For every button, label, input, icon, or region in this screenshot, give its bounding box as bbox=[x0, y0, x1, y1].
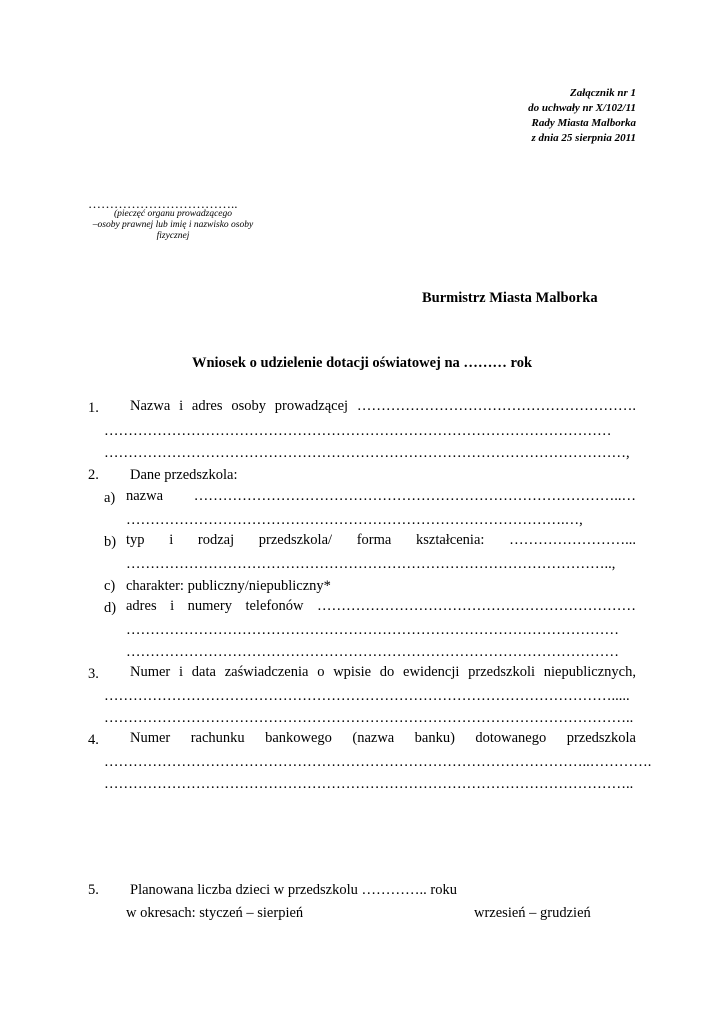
word: kształcenia: bbox=[415, 532, 485, 548]
word: o bbox=[317, 664, 325, 680]
word: Numer bbox=[130, 730, 171, 746]
word: osoby bbox=[231, 398, 266, 414]
word: niepublicznych, bbox=[543, 664, 636, 680]
word: prowadzącej bbox=[274, 398, 349, 414]
item-2b-label: b) bbox=[104, 534, 117, 550]
stamp-caption-3: fizycznej bbox=[156, 231, 190, 241]
word: i bbox=[170, 598, 175, 614]
item-2c-label: c) bbox=[104, 578, 116, 594]
item-1-line-3: ………………………………………………………………………………………………, bbox=[104, 445, 630, 461]
item-1-line-2: …………………………………………………………………………………………… bbox=[104, 423, 612, 439]
item-2-heading: Dane przedszkola: bbox=[130, 467, 238, 483]
item-2b-line-1 bbox=[126, 532, 636, 549]
word: ewidencji bbox=[403, 664, 460, 680]
item-4-number: 4. bbox=[88, 732, 99, 748]
item-2d-label: d) bbox=[104, 600, 117, 616]
item-3-line-2: ……………………………………………………………………………………………..... bbox=[104, 688, 630, 704]
word: przedszkoli bbox=[468, 664, 536, 680]
item-4-line-3: ……………………………………………………………………………………………….. bbox=[104, 776, 634, 792]
item-2c-text: charakter: publiczny/niepubliczny* bbox=[126, 578, 331, 594]
word: dotowanego bbox=[475, 730, 547, 746]
word: rachunku bbox=[190, 730, 245, 746]
word: przedszkola/ bbox=[258, 532, 333, 548]
item-1-number: 1. bbox=[88, 400, 99, 416]
word: przedszkola bbox=[566, 730, 636, 746]
item-5-period-1: w okresach: styczeń – sierpień bbox=[126, 905, 304, 921]
item-2d-line-3: ………………………………………………………………………………………… bbox=[126, 644, 619, 660]
word: Numer bbox=[130, 664, 171, 680]
item-2a-line-2: ……………………………………………………………………………….…, bbox=[126, 512, 583, 528]
item-3-line-3: ……………………………………………………………………………………………….. bbox=[104, 710, 634, 726]
resolution-date: z dnia 25 sierpnia 2011 bbox=[531, 132, 636, 144]
item-2b-line-2: ……………………………………………………………………………………….., bbox=[126, 556, 616, 572]
word: (nazwa bbox=[352, 730, 395, 746]
word: i bbox=[179, 398, 184, 414]
fill-dots: ……………………... bbox=[509, 532, 636, 548]
item-5-text: Planowana liczba dzieci w przedszkolu ………….. roku bbox=[130, 882, 457, 898]
word: do bbox=[379, 664, 395, 680]
word: telefonów bbox=[245, 598, 304, 614]
word: Nazwa bbox=[130, 398, 171, 414]
stamp-dots: …………………………….. bbox=[88, 196, 238, 211]
council-name: Rady Miasta Malborka bbox=[531, 117, 636, 129]
word: i bbox=[169, 532, 174, 548]
item-2d-line-1 bbox=[126, 598, 636, 615]
item-5-period-2: wrzesień – grudzień bbox=[474, 905, 591, 921]
item-2a-label: a) bbox=[104, 490, 116, 506]
fill-dots: …………………………………………………. bbox=[356, 398, 636, 414]
field-label: nazwa bbox=[126, 488, 164, 504]
resolution-number: do uchwały nr X/102/11 bbox=[528, 102, 636, 114]
item-3-line-1 bbox=[130, 664, 636, 681]
word: typ bbox=[126, 532, 145, 548]
item-3-number: 3. bbox=[88, 666, 99, 682]
word: numery bbox=[187, 598, 232, 614]
annex-number: Załącznik nr 1 bbox=[569, 87, 636, 99]
item-4-line-2: ………………………………………………………………………………………..…………. bbox=[104, 754, 652, 770]
item-1-line-1 bbox=[130, 398, 636, 415]
addressee: Burmistrz Miasta Malborka bbox=[422, 290, 598, 306]
item-2-number: 2. bbox=[88, 467, 99, 483]
item-2d-line-2: ………………………………………………………………………………………… bbox=[126, 622, 619, 638]
word: forma bbox=[356, 532, 392, 548]
fill-dots: ………………………………………………………… bbox=[316, 598, 636, 614]
stamp-caption-1: (pieczęć organu prowadzącego bbox=[113, 209, 233, 219]
word: adres bbox=[126, 598, 157, 614]
item-5-number: 5. bbox=[88, 882, 99, 898]
word: zaświadczenia bbox=[224, 664, 309, 680]
word: i bbox=[179, 664, 184, 680]
fill-dots: ……………………………………………………………………………..… bbox=[193, 488, 636, 504]
word: bankowego bbox=[265, 730, 332, 746]
item-2a-line-1 bbox=[126, 488, 636, 505]
word: rodzaj bbox=[197, 532, 235, 548]
word: banku) bbox=[414, 730, 455, 746]
document-title: Wniosek o udzielenie dotacji oświatowej na ……… rok bbox=[191, 355, 533, 371]
item-4-line-1 bbox=[130, 730, 636, 747]
stamp-caption-2: –osoby prawnej lub imię i nazwisko osoby bbox=[92, 220, 254, 230]
word: data bbox=[191, 664, 216, 680]
word: wpisie bbox=[333, 664, 372, 680]
word: adres bbox=[191, 398, 223, 414]
